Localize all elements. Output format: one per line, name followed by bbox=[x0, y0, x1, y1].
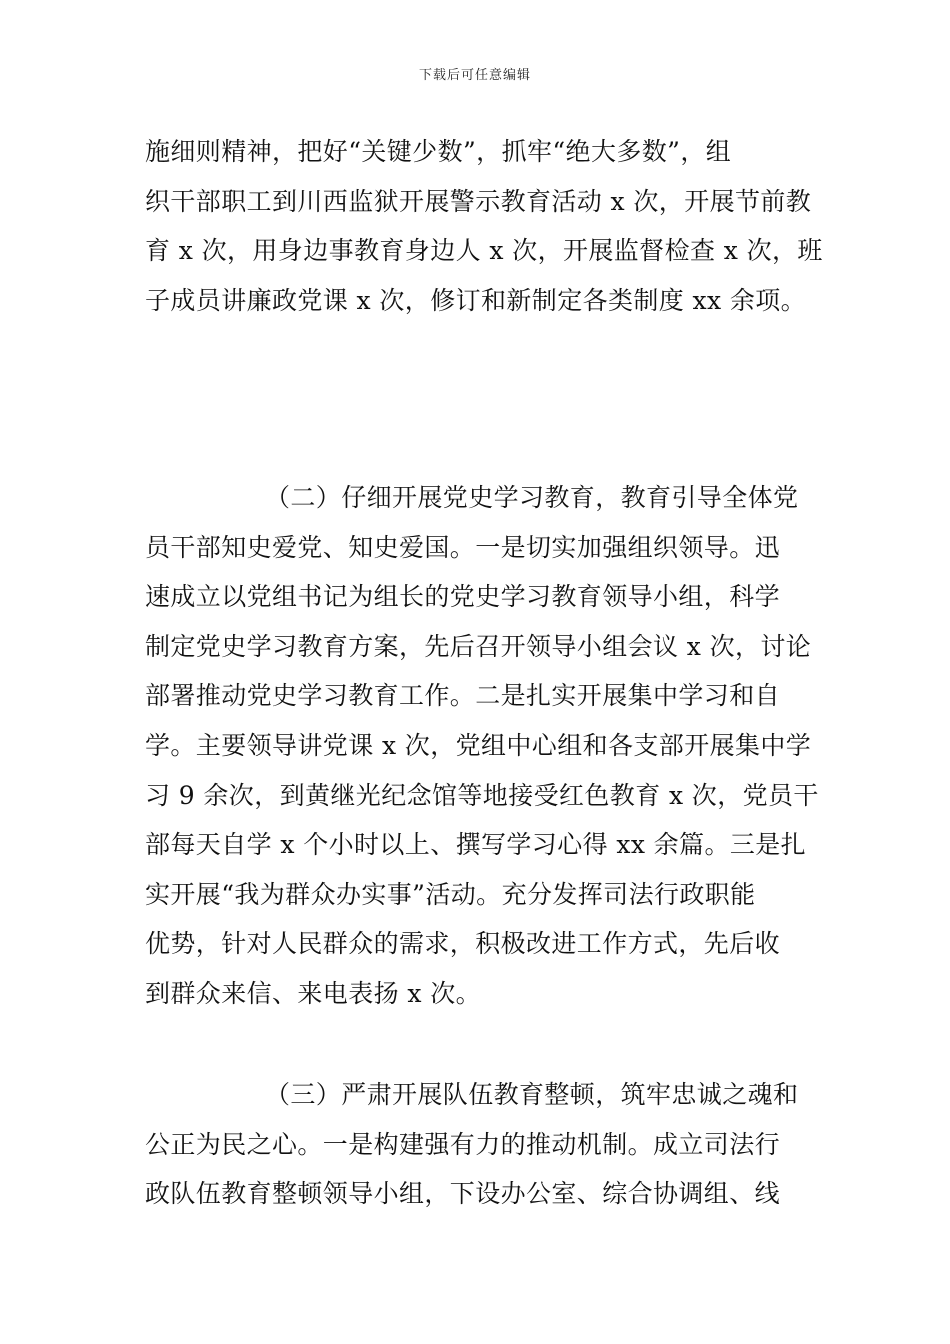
paragraph-line: 学。主要领导讲党课 x 次，党组中心组和各支部开展集中学 bbox=[145, 730, 812, 760]
paragraph-line: 优势，针对人民群众的需求，积极改进工作方式，先后收 bbox=[145, 929, 781, 959]
paragraph-line: 公正为民之心。一是构建强有力的推动机制。成立司法行 bbox=[145, 1129, 781, 1159]
paragraph-1 bbox=[145, 127, 823, 325]
paragraph-2 bbox=[145, 473, 819, 1019]
paragraph-heading-line: （二）仔细开展党史学习教育，教育引导全体党 bbox=[265, 483, 799, 512]
paragraph-line: 员干部知史爱党、知史爱国。一是切实加强组织领导。迅 bbox=[145, 532, 781, 562]
paragraph-line: 施细则精神，把好“关键少数”，抓牢“绝大多数”，组 bbox=[145, 137, 732, 166]
paragraph-line: 到群众来信、来电表扬 x 次。 bbox=[145, 978, 481, 1008]
paragraph-line: 实开展“我为群众办实事”活动。充分发挥司法行政职能 bbox=[145, 879, 756, 909]
page-header-note: 下载后可任意编辑 bbox=[418, 68, 531, 83]
paragraph-line: 部每天自学 x 个小时以上、撰写学习心得 xx 余篇。三是扎 bbox=[145, 830, 807, 860]
paragraph-heading-line: （三）严肃开展队伍教育整顿，筑牢忠诚之魂和 bbox=[265, 1080, 799, 1109]
paragraph-line: 习 9 余次，到黄继光纪念馆等地接受红色教育 x 次，党员干 bbox=[145, 780, 819, 810]
paragraph-3 bbox=[145, 1070, 807, 1219]
paragraph-line: 速成立以党组书记为组长的党史学习教育领导小组，科学 bbox=[145, 582, 781, 612]
paragraph-line: 制定党史学习教育方案，先后召开领导小组会议 x 次，讨论 bbox=[145, 631, 812, 661]
paragraph-line: 织干部职工到川西监狱开展警示教育活动 x 次，开展节前教 bbox=[145, 186, 812, 216]
paragraph-line: 政队伍教育整顿领导小组，下设办公室、综合协调组、线 bbox=[145, 1179, 781, 1209]
paragraph-line: 子成员讲廉政党课 x 次，修订和新制定各类制度 xx 余项。 bbox=[145, 285, 807, 315]
paragraph-line: 育 x 次，用身边事教育身边人 x 次，开展监督检查 x 次，班 bbox=[145, 236, 823, 266]
paragraph-line: 部署推动党史学习教育工作。二是扎实开展集中学习和自 bbox=[145, 681, 781, 711]
